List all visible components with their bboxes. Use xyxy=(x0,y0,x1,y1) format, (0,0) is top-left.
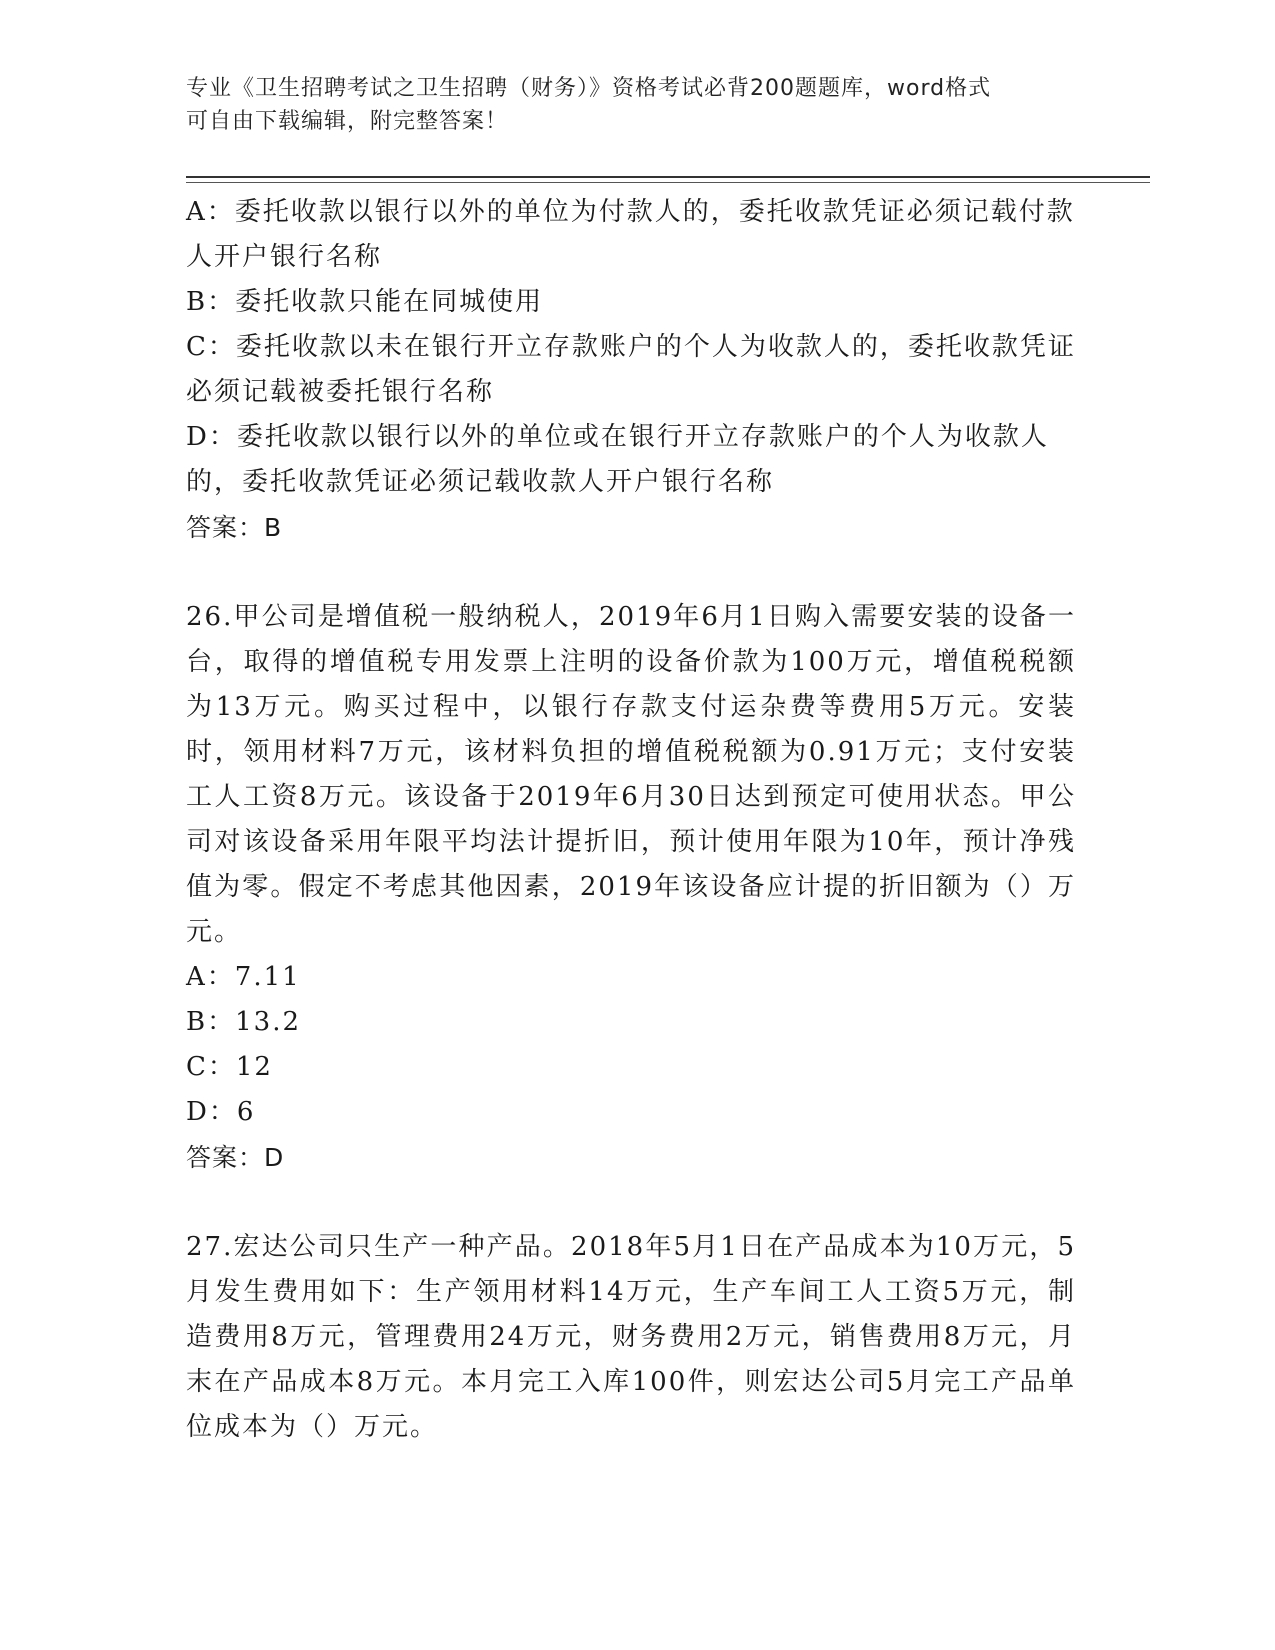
question-26-option-c: C：12 xyxy=(186,1052,273,1082)
question-25-option-a: A：委托收款以银行以外的单位为付款人的，委托收款凭证必须记载付款人开户银行名称 xyxy=(186,197,1075,272)
question-25-option-d: D：委托收款以银行以外的单位或在银行开立存款账户的个人为收款人的，委托收款凭证必须记载收款人开户银行名称 xyxy=(186,422,1049,497)
question-26-block xyxy=(186,595,1076,1180)
question-25-option-c: C：委托收款以未在银行开立存款账户的个人为收款人的，委托收款凭证必须记载被委托银行名称 xyxy=(186,332,1076,407)
question-27-text: 27.宏达公司只生产一种产品。2018年5月1日在产品成本为10万元，5月发生费用如下：生产领用材料14万元，生产车间工人工资5万元，制造费用8万元，管理费用24万元，财务费用2万元，销售费用8万元，月末在产品成本8万元。本月完工入库100件，则宏达公司5月完工产品单位成本为（）万元。 xyxy=(186,1232,1076,1442)
question-spacer xyxy=(186,550,1076,595)
question-26-option-b: B：13.2 xyxy=(186,1007,301,1037)
header-divider-thick xyxy=(186,176,1150,178)
question-25-option-b: B：委托收款只能在同城使用 xyxy=(186,287,544,317)
question-25-answer: 答案：B xyxy=(186,513,283,542)
document-body xyxy=(186,190,1076,1450)
question-26-answer: 答案：D xyxy=(186,1143,285,1172)
question-26-option-a: A：7.11 xyxy=(186,962,301,992)
question-27-block xyxy=(186,1225,1076,1450)
header-title-line-2: 可自由下载编辑，附完整答案！ xyxy=(186,109,509,134)
question-spacer xyxy=(186,1180,1076,1225)
document-header xyxy=(186,72,1066,138)
question-26-option-d: D：6 xyxy=(186,1097,256,1127)
header-title-line-1: 专业《卫生招聘考试之卫生招聘（财务）》资格考试必背200题题库，word格式 xyxy=(186,76,992,101)
question-26-text: 26.甲公司是增值税一般纳税人，2019年6月1日购入需要安装的设备一台，取得的增值税专用发票上注明的设备价款为100万元，增值税税额为13万元。购买过程中，以银行存款支付运杂费等费用5万元。安装时，领用材料7万元，该材料负担的增值税税额为0.91万元；支付安装工人工资8万元。该设备于2019年6月30日达到预定可使用状态。甲公司对该设备采用年限平均法计提折旧，预计使用年限为10年，预计净残值为零。假定不考虑其他因素，2019年该设备应计提的折旧额为（）万元。 xyxy=(186,602,1076,947)
question-25-block xyxy=(186,190,1076,550)
header-divider-thin xyxy=(186,182,1150,183)
